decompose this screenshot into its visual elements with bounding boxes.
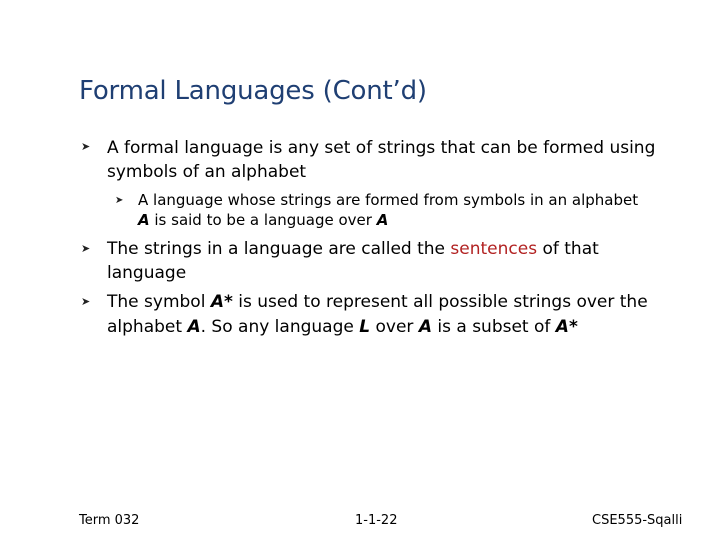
footer-term: Term 032 (79, 513, 140, 528)
arrowhead-bullet-icon: ➤ (81, 295, 91, 308)
bullet-3-text-b: is used to represent all possible strings over the (232, 292, 648, 312)
arrowhead-bullet-icon: ➤ (81, 242, 91, 255)
arrowhead-bullet-icon: ➤ (81, 140, 91, 153)
a-star-symbol: A* (555, 317, 578, 337)
bullet-3-text-d: . So any language (200, 317, 360, 337)
sub-bullet-line-2-text: is said to be a language over (149, 211, 377, 229)
a-star-symbol: A* (210, 292, 233, 312)
alphabet-symbol: A (376, 211, 389, 229)
bullet-2-text-a: The strings in a language are called the (107, 239, 451, 259)
bullet-3-line-2 (107, 315, 578, 339)
bullet-1-line-1: A formal language is any set of strings that can be formed using (107, 138, 656, 158)
bullet-2-text-b: of that (537, 239, 599, 259)
bullet-2-line-1 (107, 237, 599, 261)
bullet-1-line-2: symbols of an alphabet (107, 162, 307, 182)
bullet-3-text-e: over (370, 317, 419, 337)
alphabet-symbol: A (187, 317, 201, 337)
language-symbol: L (359, 317, 371, 337)
bullet-3-line-1 (107, 290, 648, 314)
alphabet-symbol: A (138, 211, 150, 229)
sub-bullet-line-1: A language whose strings are formed from symbols in an alphabet (138, 191, 639, 209)
sentences-highlight: sentences (450, 239, 538, 259)
arrowhead-bullet-icon: ➤ (115, 195, 124, 206)
footer-page-number: 1-1-22 (355, 513, 398, 528)
bullet-3-text-c: alphabet (107, 317, 188, 337)
footer-course: CSE555-Sqalli (592, 513, 683, 528)
bullet-3-text-f: is a subset of (431, 317, 556, 337)
bullet-3-text-a: The symbol (107, 292, 211, 312)
bullet-2-line-2: language (107, 263, 187, 283)
slide-title: Formal Languages (Cont’d) (79, 76, 427, 106)
sub-bullet-line-2 (138, 210, 388, 231)
alphabet-symbol: A (418, 317, 432, 337)
